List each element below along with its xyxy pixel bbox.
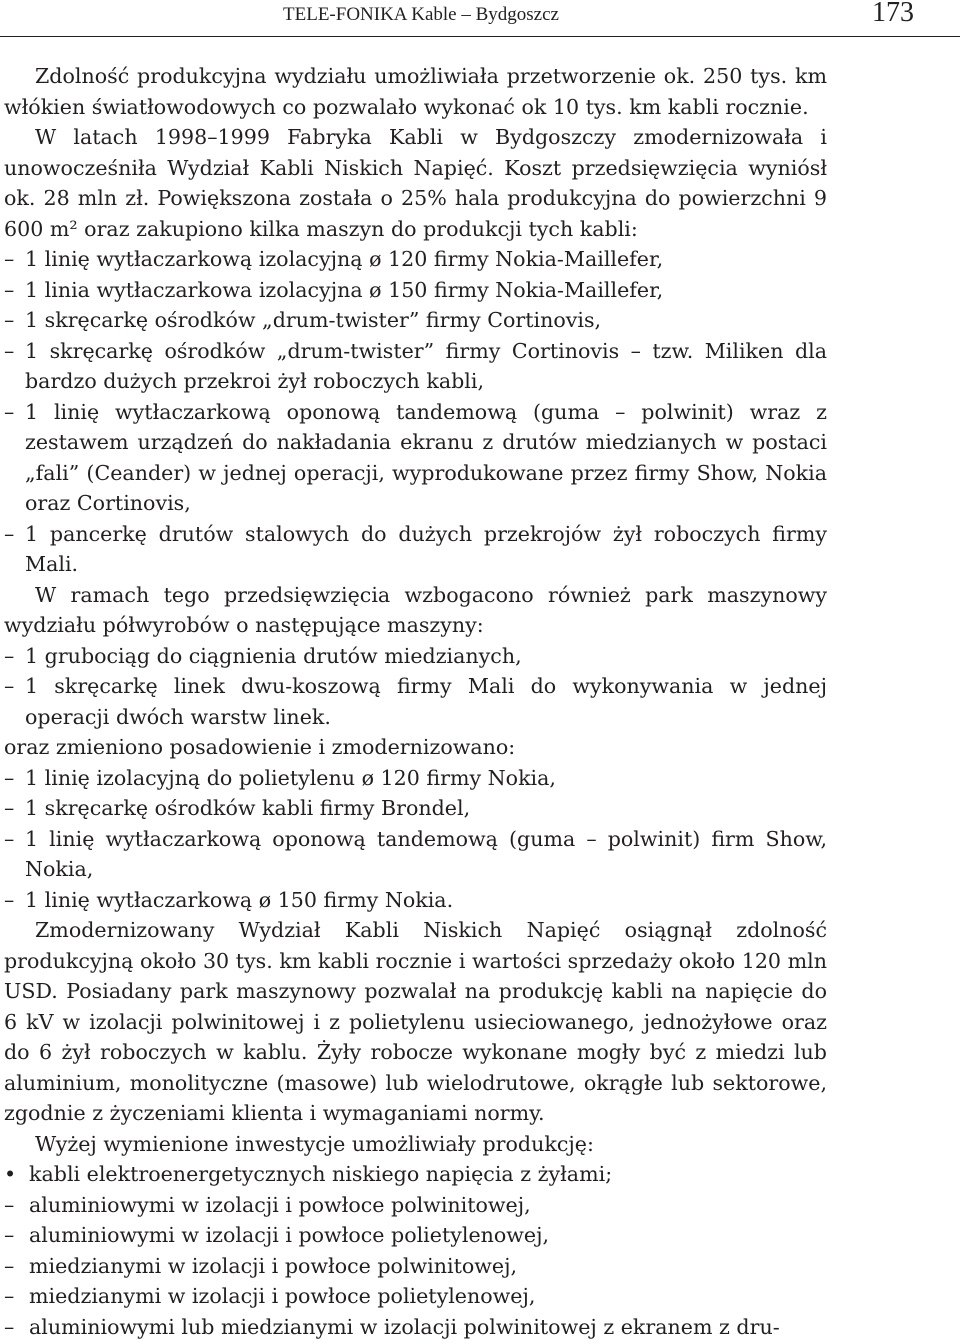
list-item-text: aluminiowymi w izolacji i powłoce polwinitowej, [29,1193,531,1217]
bullet-item [4,1159,827,1190]
list-item-text: 1 skręcarkę ośrodków „drum-twister” firmy Cortinovis – tzw. Miliken dla bardzo dużych przekroi żył roboczych kabli, [25,339,827,394]
list-item [4,305,827,336]
dash-marker: – [4,824,25,855]
list-item-wrapped [4,336,827,397]
dash-marker: – [4,519,25,550]
list-item-text: miedzianymi w izolacji i powłoce polietylenowej, [29,1284,535,1308]
list-item-text: 1 linię wytłaczarkową izolacyjną ø 120 firmy Nokia-Maillefer, [25,247,663,271]
list-item [4,275,827,306]
list-item-wrapped [4,824,827,885]
dash-marker: – [4,275,14,306]
paragraph-fiber-capacity: Zdolność produkcyjna wydziału umożliwiała przetworzenie ok. 250 tys. km włókien światłowodowych co pozwalało wykonać ok 10 tys. km kabli rocznie. [4,61,827,122]
dash-marker: – [4,1312,14,1342]
dash-marker: – [4,1251,14,1282]
list-item [4,641,827,672]
dash-marker: – [4,641,14,672]
list-item-text: 1 linię wytłaczarkową ø 150 firmy Nokia. [25,888,453,912]
list-item-wrapped [4,519,827,580]
page-number: 173 [872,0,914,29]
dash-marker: – [4,763,14,794]
list-item-text: 1 pancerkę drutów stalowych do dużych przekrojów żył roboczych firmy Mali. [25,522,827,577]
paragraph-modernization: W latach 1998–1999 Fabryka Kabli w Bydgoszczy zmodernizowała i unowocześniła Wydział Kabli Niskich Napięć. Koszt przedsięwzięcia wyniósł ok. 28 mln zł. Powiększona została o 25% hala produkcyjna do powierzchni 9 600 m² oraz zakupiono kilka maszyn do produkcji tych kabli: [4,122,827,244]
dash-marker: – [4,1190,14,1221]
paragraph-investments: Wyżej wymienione inwestycje umożliwiały produkcję: [4,1129,827,1160]
list-item-text: aluminiowymi w izolacji i powłoce polietylenowej, [29,1223,549,1247]
list-item [4,885,827,916]
dash-marker: – [4,885,14,916]
list-item-wrapped [4,671,827,732]
list-item [4,1251,827,1282]
list-item-text: 1 skręcarkę linek dwu-koszową firmy Mali do wykonywania w jednej operacji dwóch warstw linek. [25,674,827,729]
list-item-text: 1 linię wytłaczarkową oponową tandemową (guma – polwinit) wraz z zestawem urządzeń do nakładania ekranu z drutów miedzianych w postaci „fali” (Ceander) w jednej operacji, wyprodukowane przez firmy Show, Nokia oraz Cortinovis, [25,400,827,516]
list-item [4,1281,827,1312]
dash-marker: – [4,1220,14,1251]
paragraph-semi-products: W ramach tego przedsięwzięcia wzbogacono również park maszynowy wydziału półwyrobów o następujące maszyny: [4,580,827,641]
dash-marker: – [4,305,14,336]
dash-marker: – [4,244,14,275]
list-item-text: 1 linia wytłaczarkowa izolacyjna ø 150 firmy Nokia-Maillefer, [25,278,663,302]
bullet-marker: • [4,1159,16,1190]
list-item-wrapped [4,397,827,519]
dash-marker: – [4,793,14,824]
list-item-text: aluminiowymi lub miedzianymi w izolacji polwinitowej z ekranem z dru- [29,1315,780,1339]
list-item-text: 1 linię izolacyjną do polietylenu ø 120 firmy Nokia, [25,766,556,790]
bullet-item-text: kabli elektroenergetycznych niskiego napięcia z żyłami; [29,1162,612,1186]
list-item-text: 1 skręcarkę ośrodków kabli firmy Brondel, [25,796,470,820]
list-item-text: 1 skręcarkę ośrodków „drum-twister” firmy Cortinovis, [25,308,601,332]
paragraph-relocation: oraz zmieniono posadowienie i zmodernizowano: [4,732,827,763]
dash-marker: – [4,671,25,702]
page-header [0,0,960,37]
list-item [4,793,827,824]
list-item [4,1312,827,1342]
paragraph-capacity-after: Zmodernizowany Wydział Kabli Niskich Napięć osiągnął zdolność produkcyjną około 30 tys. km kabli rocznie i wartości sprzedaży około 120 mln USD. Posiadany park maszynowy pozwalał na produkcję kabli na napięcie do 6 kV w izolacji polwinitowej i z polietylenu usieciowanego, jednożyłowe oraz do 6 żył roboczych w kablu. Żyły robocze wykonane mogły być z miedzi lub aluminium, monolityczne (masowe) lub wielodrutowe, okrągłe lub sektorowe, zgodnie z życzeniami klienta i wymaganiami normy. [4,915,827,1129]
list-item [4,1190,827,1221]
list-item [4,244,827,275]
list-item [4,763,827,794]
list-item-text: 1 linię wytłaczarkową oponową tandemową (guma – polwinit) firm Show, Nokia, [25,827,827,882]
dash-marker: – [4,336,25,367]
list-item [4,1220,827,1251]
dash-marker: – [4,397,25,428]
dash-marker: – [4,1281,14,1312]
list-item-text: miedzianymi w izolacji i powłoce polwinitowej, [29,1254,517,1278]
running-title: TELE-FONIKA Kable – Bydgoszcz [283,4,559,26]
list-item-text: 1 grubociąg do ciągnienia drutów miedzianych, [25,644,522,668]
body-text [4,61,827,1342]
